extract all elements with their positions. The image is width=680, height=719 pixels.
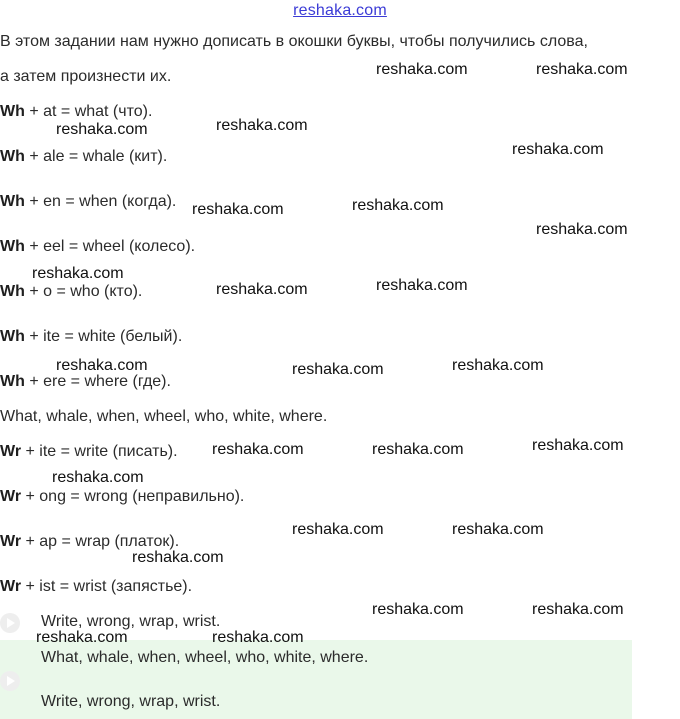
wh-rest: + eel = wheel (колесо). [24,238,196,255]
watermark: reshaka.com [536,61,628,78]
watermark: reshaka.com [56,357,148,374]
wh-line-when [0,193,176,211]
wh-prefix: Wh [0,283,25,300]
wh-prefix: Wh [0,193,25,210]
wh-line-where [0,373,171,391]
watermark: reshaka.com [292,361,384,378]
wh-prefix: Wh [0,238,25,255]
intro-line-1: В этом задании нам нужно дописать в окошки буквы, чтобы получились слова, [0,33,588,50]
watermark: reshaka.com [536,221,628,238]
watermark: reshaka.com [132,549,224,566]
wr-rest: + ap = wrap (платок). [21,533,180,550]
watermark: reshaka.com [452,521,544,538]
wh-prefix: Wh [0,103,25,120]
wr-prefix: Wr [0,533,22,550]
wh-line-whale [0,148,167,166]
wh-rest: + ere = where (где). [24,373,171,390]
watermark: reshaka.com [216,281,308,298]
wh-line-who [0,283,142,301]
wh-prefix: Wh [0,373,25,390]
answer-line-wr: Write, wrong, wrap, wrist. [41,693,221,710]
watermark: reshaka.com [216,117,308,134]
wr-prefix: Wr [0,443,22,460]
wr-rest: + ite = write (писать). [21,443,178,460]
wh-summary: What, whale, when, wheel, who, white, where. [0,408,328,425]
watermark: reshaka.com [192,201,284,218]
watermark: reshaka.com [452,357,544,374]
wh-rest: + ale = whale (кит). [24,148,168,165]
watermark: reshaka.com [376,277,468,294]
wh-rest: + at = what (что). [24,103,153,120]
wh-line-what [0,103,152,121]
wh-line-white [0,328,182,346]
watermark: reshaka.com [52,469,144,486]
watermark: reshaka.com [212,629,304,646]
wh-rest: + o = who (кто). [24,283,143,300]
play-audio-icon[interactable] [0,613,20,633]
wh-prefix: Wh [0,328,25,345]
watermark: reshaka.com [376,61,468,78]
wr-rest: + ong = wrong (неправильно). [21,488,245,505]
wr-line-wrong [0,488,244,506]
wh-prefix: Wh [0,148,25,165]
wr-line-write [0,443,178,461]
watermark: reshaka.com [56,121,148,138]
watermark: reshaka.com [212,441,304,458]
watermark: reshaka.com [352,197,444,214]
watermark: reshaka.com [372,441,464,458]
wr-prefix: Wr [0,488,22,505]
wh-rest: + en = when (когда). [24,193,177,210]
watermark: reshaka.com [532,601,624,618]
intro-line-2: а затем произнести их. [0,68,172,85]
watermark: reshaka.com [32,265,124,282]
wr-line-wrist [0,578,192,596]
wh-rest: + ite = white (белый). [24,328,183,345]
play-audio-icon[interactable] [0,671,20,691]
answer-line-wh: What, whale, when, wheel, who, white, where. [41,649,369,666]
wr-rest: + ist = wrist (запястье). [21,578,193,595]
watermark: reshaka.com [292,521,384,538]
watermark: reshaka.com [532,437,624,454]
watermark: reshaka.com [512,141,604,158]
watermark-top-link[interactable]: reshaka.com [293,2,387,19]
wr-summary: Write, wrong, wrap, wrist. [41,613,221,630]
watermark: reshaka.com [36,629,128,646]
wh-line-wheel [0,238,195,256]
watermark: reshaka.com [372,601,464,618]
wr-prefix: Wr [0,578,22,595]
